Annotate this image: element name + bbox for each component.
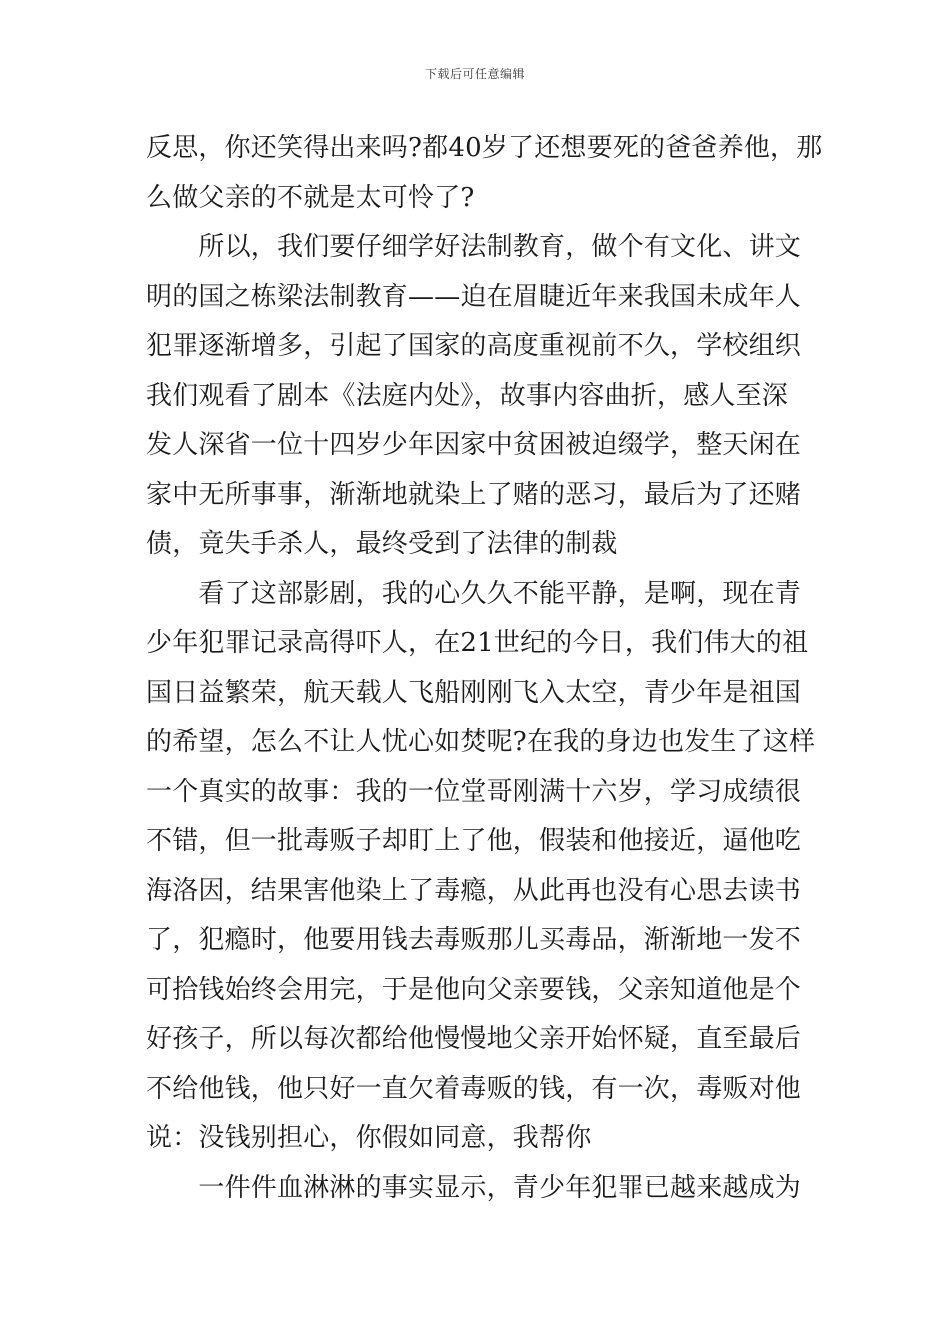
text-line: 一件件血淋淋的事实显示，青少年犯罪已越来越成为 bbox=[146, 1172, 802, 1203]
text-line: 说：没钱别担心，你假如同意，我帮你 bbox=[146, 1123, 592, 1153]
text-line: 了，犯瘾时，他要用钱去毒贩那儿买毒品，渐渐地一发不 bbox=[146, 925, 802, 955]
body-text bbox=[146, 124, 823, 1213]
text-line: 发人深省一位十四岁少年因家中贫困被迫缀学，整天闲在 bbox=[146, 430, 802, 460]
text-line: 可拾钱始终会用完，于是他向父亲要钱，父亲知道他是个 bbox=[146, 974, 802, 1005]
text-line: 家中无所事事，渐渐地就染上了赌的恶习，最后为了还赌 bbox=[146, 479, 802, 510]
text-line: 一个真实的故事：我的一位堂哥刚满十六岁，学习成绩很 bbox=[146, 776, 802, 807]
text-line: 犯罪逐渐增多，引起了国家的高度重视前不久，学校组织 bbox=[146, 331, 802, 361]
text-line: 不给他钱，他只好一直欠着毒贩的钱，有一次，毒贩对他 bbox=[146, 1073, 802, 1104]
text-line: 的希望，怎么不让人忧心如焚呢?在我的身边也发生了这样 bbox=[146, 727, 816, 757]
text-line: 不错，但一批毒贩子却盯上了他，假装和他接近，逼他吃 bbox=[146, 826, 802, 856]
text-line: 看了这部影剧，我的心久久不能平静，是啊，现在青 bbox=[146, 578, 802, 609]
text-line: 么做父亲的不就是太可怜了? bbox=[146, 182, 475, 213]
page-header: 下载后可任意编辑 bbox=[424, 67, 525, 81]
text-line: 少年犯罪记录高得吓人，在21世纪的今日，我们伟大的祖 bbox=[146, 628, 809, 658]
text-line: 明的国之栋梁法制教育——迫在眉睫近年来我国未成年人 bbox=[146, 281, 802, 312]
text-line: 国日益繁荣，航天载人飞船刚刚飞入太空，青少年是祖国 bbox=[146, 677, 802, 708]
text-line: 海洛因，结果害他染上了毒瘾，从此再也没有心思去读书 bbox=[146, 875, 802, 906]
text-line: 我们观看了剧本《法庭内处》，故事内容曲折，感人至深 bbox=[146, 380, 789, 411]
text-line: 债，竟失手杀人，最终受到了法律的制裁 bbox=[146, 529, 618, 559]
text-line: 所以，我们要仔细学好法制教育，做个有文化、讲文 bbox=[146, 232, 802, 262]
text-line: 好孩子，所以每次都给他慢慢地父亲开始怀疑，直至最后 bbox=[146, 1024, 802, 1054]
text-line: 反思，你还笑得出来吗?都40岁了还想要死的爸爸养他，那 bbox=[146, 133, 823, 163]
